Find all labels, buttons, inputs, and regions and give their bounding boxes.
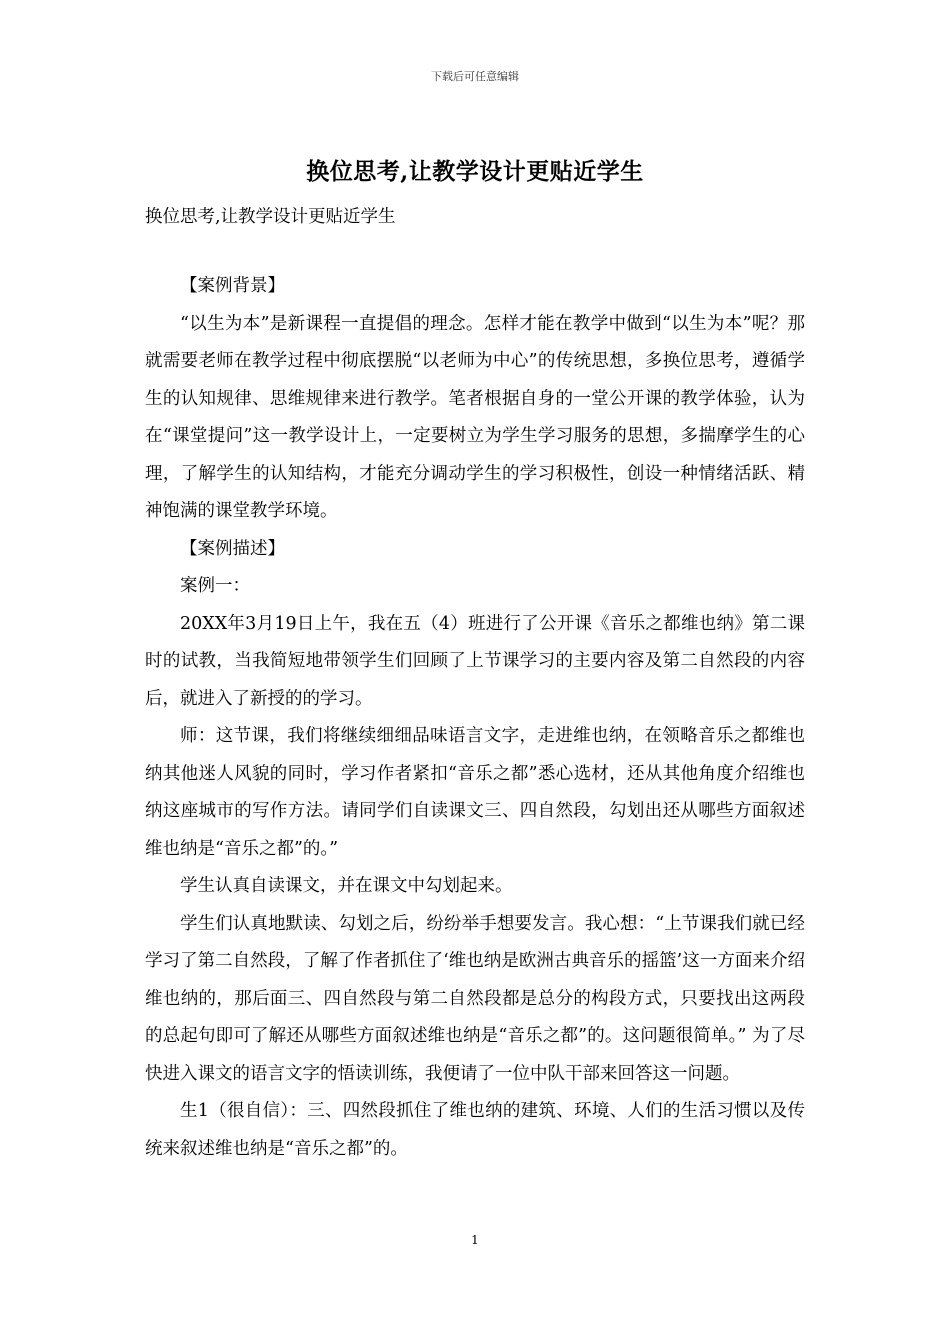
section-heading-description: 【案例描述】 (180, 538, 285, 559)
page-number: 1 (471, 1233, 479, 1247)
document-title: 换位思考,让教学设计更贴近学生 (306, 158, 644, 185)
paragraph: “以生为本”是新课程一直提倡的理念。怎样才能在教学中做到“以生为本”呢？那就需要老师在教学过程中彻底摆脱“以老师为中心”的传统思想，多换位思考，遵循学生的认知规律、思维规律来进行教学。笔者根据自身的一堂公开课的教学体验，认为在“课堂提问”这一教学设计上，一定要树立为学生学习服务的思想，多揣摩学生的心理，了解学生的认知结构，才能充分调动学生的学习积极性，创设一种情绪活跃、精神饱满的课堂教学环境。 (145, 313, 805, 521)
paragraph: 学生认真自读课文，并在课文中勾划起来。 (180, 876, 513, 896)
paragraph: 学生们认真地默读、勾划之后，纷纷举手想要发言。我心想：“上节课我们就已经学习了第二自然段，了解了作者抓住了‘维也纳是欧洲古典音乐的摇篮’这一方面来介绍维也纳的，那后面三、四自然段与第二自然段都是总分的构段方式，只要找出这两段的总起句即可了解还从哪些方面叙述维也纳是“音乐之都”的。这问题很简单。” 为了尽快进入课文的语言文字的悟读训练，我便请了一位中队干部来回答这一问题。 (145, 913, 805, 1084)
paragraph: 师：这节课，我们将继续细细品味语言文字，走进维也纳，在领略音乐之都维也纳其他迷人风貌的同时，学习作者紧扣“音乐之都”悉心选材，还从其他角度介绍维也纳这座城市的写作方法。请同学们自读课文三、四自然段，勾划出还从哪些方面叙述维也纳是“音乐之都”的。” (145, 726, 805, 859)
paragraph: 20XX年3月19日上午，我在五（4）班进行了公开课《音乐之都维也纳》第二课时的试教，当我简短地带领学生们回顾了上节课学习的主要内容及第二自然段的内容后，就进入了新授的的学习。 (145, 613, 805, 709)
case-label: 案例一： (180, 576, 250, 596)
document-body (145, 268, 805, 1168)
document-subtitle: 换位思考,让教学设计更贴近学生 (145, 207, 396, 227)
section-heading-background: 【案例背景】 (180, 276, 285, 296)
paragraph: 生1（很自信）：三、四然段抓住了维也纳的建筑、环境、人们的生活习惯以及传统来叙述维也纳是“音乐之都”的。 (145, 1101, 805, 1159)
header-note: 下载后可任意编辑 (431, 70, 519, 83)
